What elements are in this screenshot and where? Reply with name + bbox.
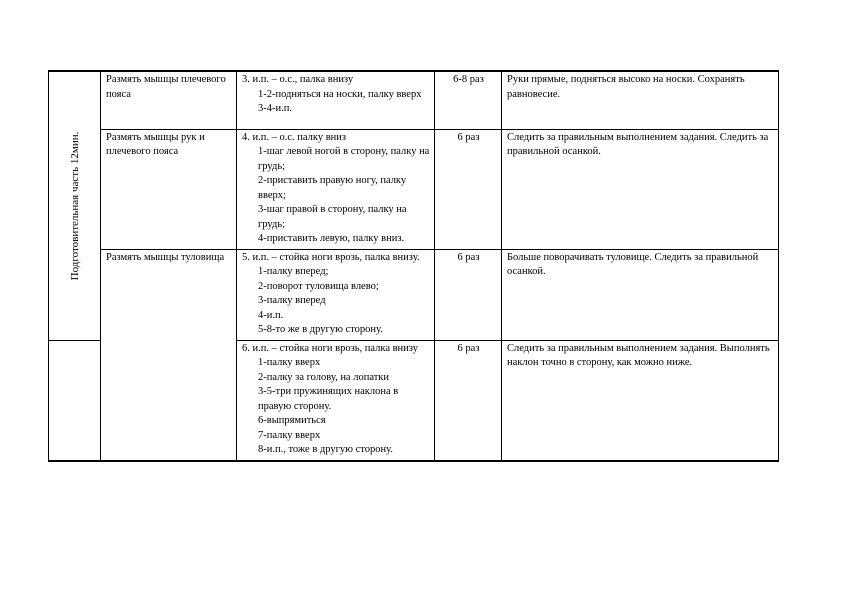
dose-cell: 6 раз	[435, 249, 502, 340]
exercise-line: 6-выпрямиться	[258, 415, 326, 426]
exercise-line: 3-5-три пружинящих наклона в правую сторону.	[258, 386, 399, 412]
table-row	[49, 71, 779, 129]
part-cell	[49, 71, 101, 340]
note-cell: Больше поворачивать туловище. Следить за правильной осанкой.	[502, 249, 779, 340]
dose-cell: 6 раз	[435, 129, 502, 249]
exercise-line: 4-приставить левую, палку вниз.	[258, 233, 405, 244]
note-cell: Следить за правильным выполнением задания. Следить за правильной осанкой.	[502, 129, 779, 249]
exercise-cell	[237, 340, 435, 461]
exercise-line: 7-палку вверх	[258, 429, 321, 441]
exercise-line: 3-шаг правой в сторону, палку на грудь;	[258, 204, 407, 230]
exercise-line: 8-и.п., тоже в другую сторону.	[258, 444, 393, 455]
lesson-plan-table	[48, 70, 779, 462]
note-cell: Руки прямые, подняться высоко на носки. Сохранять равновесие.	[502, 71, 779, 129]
exercise-line: 3. и.п. – о.с., палка внизу	[242, 74, 354, 85]
note-cell: Следить за правильным выполнением задания. Выполнять наклон точно в сторону, как можно ниже.	[502, 340, 779, 461]
exercise-line: 3-4-и.п.	[258, 103, 292, 114]
exercise-line: 1-2-подняться на носки, палку вверх	[258, 88, 422, 100]
exercise-line: 2-приставить правую ногу, палку вверх;	[258, 175, 407, 201]
table-row	[49, 129, 779, 249]
exercise-cell	[237, 71, 435, 129]
exercise-line: 2-поворот туловища влево;	[258, 280, 379, 292]
exercise-cell	[237, 249, 435, 340]
dose-cell: 6-8 раз	[435, 71, 502, 129]
task-cell: Размять мышцы плечевого пояса	[101, 71, 237, 129]
exercise-line: 2-палку за голову, на лопатки	[258, 371, 390, 383]
exercise-line: 5-8-то же в другую сторону.	[258, 324, 383, 335]
exercise-line: 3-палку вперед	[258, 295, 326, 306]
dose-cell: 6 раз	[435, 340, 502, 461]
part-label: Подготовительная часть 12мин.	[68, 131, 81, 281]
exercise-line: 5. и.п. – стойка ноги врозь, палка внизу.	[242, 251, 420, 263]
exercise-line: 4. и.п. – о.с. палку вниз	[242, 131, 347, 143]
exercise-cell	[237, 129, 435, 249]
exercise-line: 6. и.п. – стойка ноги врозь, палка внизу	[242, 342, 418, 354]
table-row	[49, 249, 779, 340]
exercise-line: 1-шаг левой ногой в сторону, палку на грудь;	[258, 146, 430, 172]
part-cell-empty	[49, 340, 101, 461]
task-cell: Размять мышцы рук и плечевого пояса	[101, 129, 237, 249]
task-cell: Размять мышцы туловища	[101, 249, 237, 461]
exercise-line: 1-палку вверх	[258, 357, 321, 368]
exercise-line: 4-и.п.	[258, 309, 284, 321]
exercise-line: 1-палку вперед;	[258, 266, 329, 277]
